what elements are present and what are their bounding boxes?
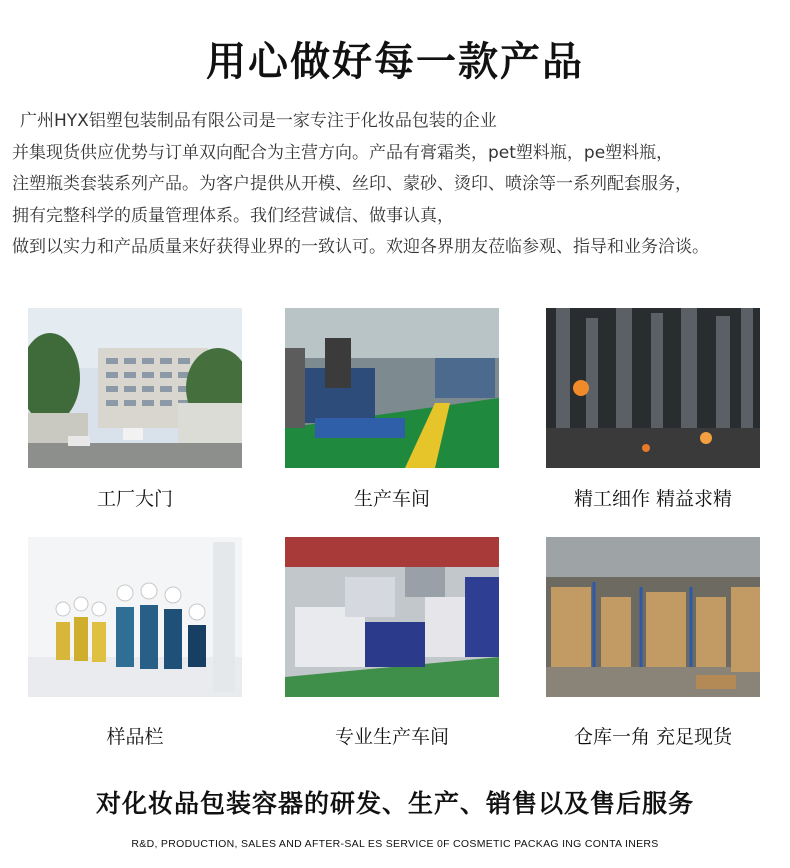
intro-line: 做到以实力和产品质量来好获得业界的一致认可。欢迎各界朋友莅临参观、指导和业务洽谈。 [12,237,709,257]
company-intro [12,106,782,264]
gallery-caption: 仓库一角 充足现货 [573,726,733,748]
gallery-caption: 精工细作 精益求精 [573,488,733,510]
services-subtitle: R&D, PRODUCTION, SALES AND AFTER-SAL ES SERVICE 0F COSMETIC PACKAG ING CONTA INERS [131,838,659,850]
services-title: 对化妆品包装容器的研发、生产、销售以及售后服务 [95,789,694,818]
glass-machine-photo [546,308,760,468]
production-workshop-photo [285,308,499,468]
gallery-caption: 工厂大门 [96,488,173,510]
intro-line: 拥有完整科学的质量管理体系。我们经营诚信、做事认真， [12,205,454,226]
gallery-caption: 专业生产车间 [334,726,449,748]
warehouse-photo [546,537,760,697]
injection-workshop-photo [285,537,499,697]
sample-bottles-photo [28,537,242,697]
intro-line: 并集现货供应优势与订单双向配合为主营方向。产品有膏霜类，pet塑料瓶，pe塑料瓶， [12,142,674,163]
page-title: 用心做好每一款产品 [206,39,584,85]
gallery-caption: 生产车间 [353,488,430,510]
gallery-caption: 样品栏 [106,726,164,748]
intro-line: 广州HYX铝塑包装制品有限公司是一家专注于化妆品包装的企业 [20,111,497,131]
intro-line: 注塑瓶类套装系列产品。为客户提供从开模、丝印、蒙砂、烫印、喷涂等一系列配套服务， [12,174,692,194]
factory-gate-photo [28,308,242,468]
